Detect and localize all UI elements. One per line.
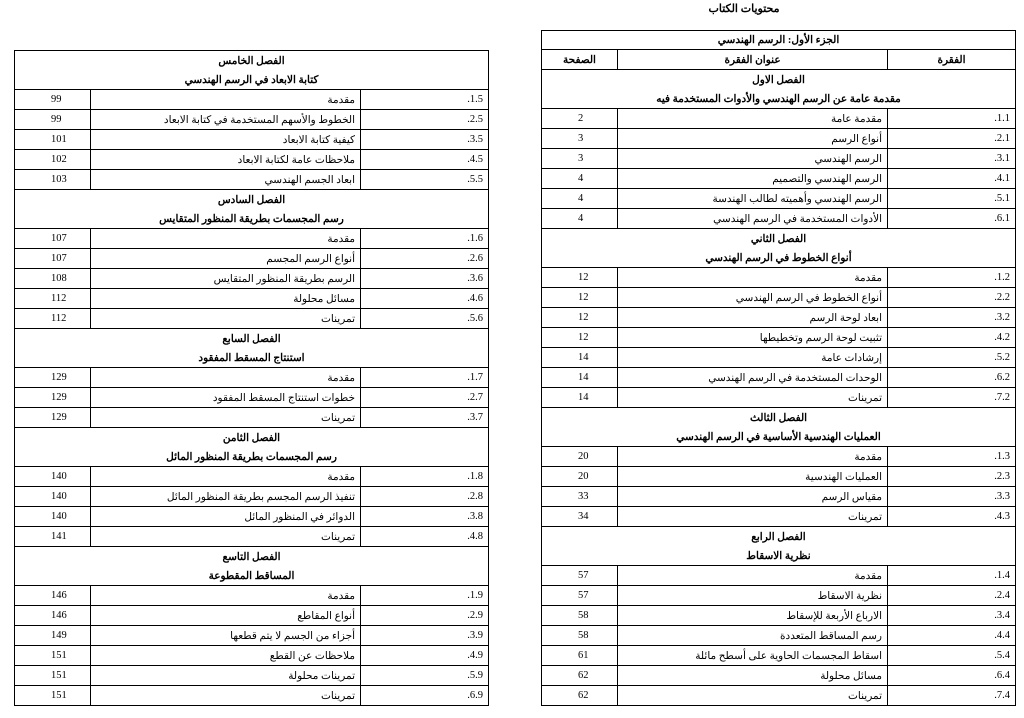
page-number: 141 (15, 527, 91, 547)
page-number: 12 (542, 328, 618, 348)
page-number: 12 (542, 288, 618, 308)
section-number: 3.4. (888, 606, 1016, 626)
page-number: 140 (15, 487, 91, 507)
section-number: 1.6. (361, 229, 489, 249)
section-title: تنفيذ الرسم المجسم بطريقة المنظور المائل (91, 487, 361, 507)
page-number: 146 (15, 606, 91, 626)
toc-row (15, 289, 489, 309)
section-title: نظرية الاسقاط (618, 586, 888, 606)
toc-row (15, 170, 489, 190)
section-number: 5.6. (361, 309, 489, 329)
toc-row (542, 308, 1016, 328)
page-number: 101 (15, 130, 91, 150)
section-number: 2.2. (888, 288, 1016, 308)
section-number: 3.6. (361, 269, 489, 289)
section-number: 4.6. (361, 289, 489, 309)
section-number: 5.2. (888, 348, 1016, 368)
chapter-title: المساقط المقطوعة (15, 566, 489, 586)
section-number: 7.2. (888, 388, 1016, 408)
section-number: 1.1. (888, 109, 1016, 129)
section-title: العمليات الهندسية (618, 467, 888, 487)
section-title: مقدمة (91, 229, 361, 249)
toc-row (15, 527, 489, 547)
page-number: 151 (15, 686, 91, 706)
part-title: الجزء الأول: الرسم الهندسي (542, 31, 1016, 50)
section-title: الرسم الهندسي والتصميم (618, 169, 888, 189)
page-number: 102 (15, 150, 91, 170)
section-number: 3.2. (888, 308, 1016, 328)
section-title: تمرينات (91, 527, 361, 547)
header-section-title: عنوان الفقرة (618, 50, 888, 70)
section-number: 5.5. (361, 170, 489, 190)
page-number: 112 (15, 309, 91, 329)
toc-row (15, 229, 489, 249)
page-number: 107 (15, 249, 91, 269)
section-number: 4.1. (888, 169, 1016, 189)
section-number: 1.4. (888, 566, 1016, 586)
page-number: 146 (15, 586, 91, 606)
toc-row (542, 666, 1016, 686)
section-title: خطوات استنتاج المسقط المفقود (91, 388, 361, 408)
section-number: 1.3. (888, 447, 1016, 467)
section-title: مقدمة (618, 268, 888, 288)
toc-row (15, 507, 489, 527)
chapter-label: الفصل الاول (542, 70, 1016, 90)
page-number: 129 (15, 368, 91, 388)
header-section-number: الفقرة (888, 50, 1016, 70)
toc-row (542, 447, 1016, 467)
section-title: ابعاد الجسم الهندسي (91, 170, 361, 190)
page-number: 61 (542, 646, 618, 666)
section-number: 2.9. (361, 606, 489, 626)
toc-row (542, 189, 1016, 209)
page-number: 107 (15, 229, 91, 249)
section-title: تمرينات (618, 507, 888, 527)
section-number: 4.5. (361, 150, 489, 170)
page-number: 4 (542, 169, 618, 189)
page-number: 112 (15, 289, 91, 309)
toc-row (15, 110, 489, 130)
section-title: الرسم بطريقة المنظور المتقايس (91, 269, 361, 289)
section-number: 2.8. (361, 487, 489, 507)
page-number: 103 (15, 170, 91, 190)
section-title: ملاحظات عن القطع (91, 646, 361, 666)
toc-row (15, 368, 489, 388)
chapter-title: رسم المجسمات بطريقة المنظور المتقايس (15, 209, 489, 229)
section-title: الأدوات المستخدمة في الرسم الهندسي (618, 209, 888, 229)
section-title: مقدمة (91, 368, 361, 388)
section-title: رسم المساقط المتعددة (618, 626, 888, 646)
toc-row (15, 586, 489, 606)
toc-row (15, 150, 489, 170)
section-number: 1.9. (361, 586, 489, 606)
page-number: 3 (542, 129, 618, 149)
section-number: 3.1. (888, 149, 1016, 169)
chapter-title: رسم المجسمات بطريقة المنظور المائل (15, 447, 489, 467)
section-number: 3.9. (361, 626, 489, 646)
chapter-label: الفصل الثاني (542, 229, 1016, 249)
section-number: 1.7. (361, 368, 489, 388)
chapter-label: الفصل الثالث (542, 408, 1016, 428)
section-number: 1.5. (361, 90, 489, 110)
page-number: 58 (542, 606, 618, 626)
section-title: تمرينات (91, 686, 361, 706)
section-number: 4.8. (361, 527, 489, 547)
chapter-label: الفصل الخامس (15, 51, 489, 71)
section-title: مقدمة (618, 566, 888, 586)
section-title: تمرينات محلولة (91, 666, 361, 686)
section-number: 6.4. (888, 666, 1016, 686)
toc-row (15, 309, 489, 329)
section-title: كيفية كتابة الابعاد (91, 130, 361, 150)
toc-row (15, 408, 489, 428)
toc-row (15, 646, 489, 666)
page-number: 12 (542, 268, 618, 288)
section-title: أنواع المقاطع (91, 606, 361, 626)
section-number: 5.4. (888, 646, 1016, 666)
section-title: مسائل محلولة (91, 289, 361, 309)
section-number: 3.5. (361, 130, 489, 150)
page-number: 14 (542, 388, 618, 408)
toc-row (15, 626, 489, 646)
page-number: 33 (542, 487, 618, 507)
chapter-title: أنواع الخطوط في الرسم الهندسي (542, 248, 1016, 268)
section-title: تمرينات (618, 388, 888, 408)
page-number: 108 (15, 269, 91, 289)
page-number: 57 (542, 566, 618, 586)
toc-row (542, 149, 1016, 169)
section-title: الرسم الهندسي وأهميته لطالب الهندسة (618, 189, 888, 209)
toc-table-part-one (541, 30, 1016, 706)
section-number: 4.3. (888, 507, 1016, 527)
section-number: 1.8. (361, 467, 489, 487)
toc-row (542, 626, 1016, 646)
page-number: 20 (542, 447, 618, 467)
section-title: مقدمة (91, 90, 361, 110)
section-number: 2.1. (888, 129, 1016, 149)
section-number: 6.2. (888, 368, 1016, 388)
chapter-label: الفصل السابع (15, 329, 489, 349)
chapter-label: الفصل الرابع (542, 527, 1016, 547)
page-number: 129 (15, 388, 91, 408)
page-number: 2 (542, 109, 618, 129)
page-number: 129 (15, 408, 91, 428)
section-number: 3.7. (361, 408, 489, 428)
toc-row (15, 90, 489, 110)
toc-row (542, 487, 1016, 507)
section-title: أنواع الرسم (618, 129, 888, 149)
toc-row (542, 169, 1016, 189)
section-number: 7.4. (888, 686, 1016, 706)
section-number: 6.9. (361, 686, 489, 706)
chapter-title: مقدمة عامة عن الرسم الهندسي والأدوات المستخدمة فيه (542, 89, 1016, 109)
chapter-title: نظرية الاسقاط (542, 546, 1016, 566)
chapter-title: استنتاج المسقط المفقود (15, 348, 489, 368)
page-number: 14 (542, 368, 618, 388)
section-title: الارباع الأربعة للإسقاط (618, 606, 888, 626)
toc-row (542, 268, 1016, 288)
section-title: تمرينات (91, 309, 361, 329)
chapter-label: الفصل التاسع (15, 547, 489, 567)
page-number: 4 (542, 189, 618, 209)
page-number: 34 (542, 507, 618, 527)
toc-row (542, 348, 1016, 368)
section-title: أنواع الخطوط في الرسم الهندسي (618, 288, 888, 308)
page-number: 151 (15, 666, 91, 686)
section-title: ابعاد لوحة الرسم (618, 308, 888, 328)
page-number: 20 (542, 467, 618, 487)
page-number: 4 (542, 209, 618, 229)
section-title: تثبيت لوحة الرسم وتخطيطها (618, 328, 888, 348)
section-number: 5.1. (888, 189, 1016, 209)
section-number: 1.2. (888, 268, 1016, 288)
page-number: 57 (542, 586, 618, 606)
section-number: 6.1. (888, 209, 1016, 229)
section-number: 4.9. (361, 646, 489, 666)
section-number: 3.3. (888, 487, 1016, 507)
toc-row (542, 566, 1016, 586)
toc-row (15, 249, 489, 269)
section-title: مقياس الرسم (618, 487, 888, 507)
page-number: 62 (542, 666, 618, 686)
toc-row (542, 507, 1016, 527)
toc-row (15, 388, 489, 408)
page-number: 99 (15, 90, 91, 110)
toc-row (15, 130, 489, 150)
section-title: أجزاء من الجسم لا يتم قطعها (91, 626, 361, 646)
page-number: 12 (542, 308, 618, 328)
page-number: 140 (15, 507, 91, 527)
section-title: إرشادات عامة (618, 348, 888, 368)
section-title: الدوائر في المنظور المائل (91, 507, 361, 527)
toc-row (542, 368, 1016, 388)
toc-row (542, 328, 1016, 348)
toc-row (542, 109, 1016, 129)
toc-row (15, 686, 489, 706)
chapter-label: الفصل الثامن (15, 428, 489, 448)
section-title: الرسم الهندسي (618, 149, 888, 169)
header-page: الصفحة (542, 50, 618, 70)
toc-row (542, 288, 1016, 308)
section-title: تمرينات (618, 686, 888, 706)
toc-row (542, 467, 1016, 487)
section-number: 2.5. (361, 110, 489, 130)
section-title: أنواع الرسم المجسم (91, 249, 361, 269)
chapter-title: العمليات الهندسية الأساسية في الرسم الهندسي (542, 427, 1016, 447)
section-number: 2.6. (361, 249, 489, 269)
section-title: مقدمة (91, 586, 361, 606)
section-title: مقدمة عامة (618, 109, 888, 129)
section-title: مسائل محلولة (618, 666, 888, 686)
section-number: 4.4. (888, 626, 1016, 646)
toc-row (542, 388, 1016, 408)
page-number: 149 (15, 626, 91, 646)
section-number: 4.2. (888, 328, 1016, 348)
section-title: الوحدات المستخدمة في الرسم الهندسي (618, 368, 888, 388)
section-title: الخطوط والأسهم المستخدمة في كتابة الابعاد (91, 110, 361, 130)
page-number: 62 (542, 686, 618, 706)
toc-row (15, 666, 489, 686)
page-number: 99 (15, 110, 91, 130)
toc-row (542, 129, 1016, 149)
section-number: 2.7. (361, 388, 489, 408)
chapter-title: كتابة الابعاد في الرسم الهندسي (15, 70, 489, 90)
section-title: تمرينات (91, 408, 361, 428)
toc-row (15, 487, 489, 507)
toc-table-continued (14, 50, 489, 706)
page-title: محتويات الكتاب (708, 3, 780, 15)
section-number: 2.4. (888, 586, 1016, 606)
page-number: 3 (542, 149, 618, 169)
chapter-label: الفصل السادس (15, 190, 489, 210)
toc-row (542, 686, 1016, 706)
toc-row (542, 646, 1016, 666)
toc-row (15, 606, 489, 626)
section-title: مقدمة (91, 467, 361, 487)
section-number: 2.3. (888, 467, 1016, 487)
page-number: 151 (15, 646, 91, 666)
section-title: ملاحظات عامة لكتابة الابعاد (91, 150, 361, 170)
toc-row (15, 269, 489, 289)
toc-row (542, 209, 1016, 229)
toc-row (542, 606, 1016, 626)
section-number: 3.8. (361, 507, 489, 527)
page-number: 140 (15, 467, 91, 487)
section-number: 5.9. (361, 666, 489, 686)
section-title: اسقاط المجسمات الحاوية على أسطح مائلة (618, 646, 888, 666)
toc-row (542, 586, 1016, 606)
toc-row (15, 467, 489, 487)
page-number: 14 (542, 348, 618, 368)
page-number: 58 (542, 626, 618, 646)
section-title: مقدمة (618, 447, 888, 467)
